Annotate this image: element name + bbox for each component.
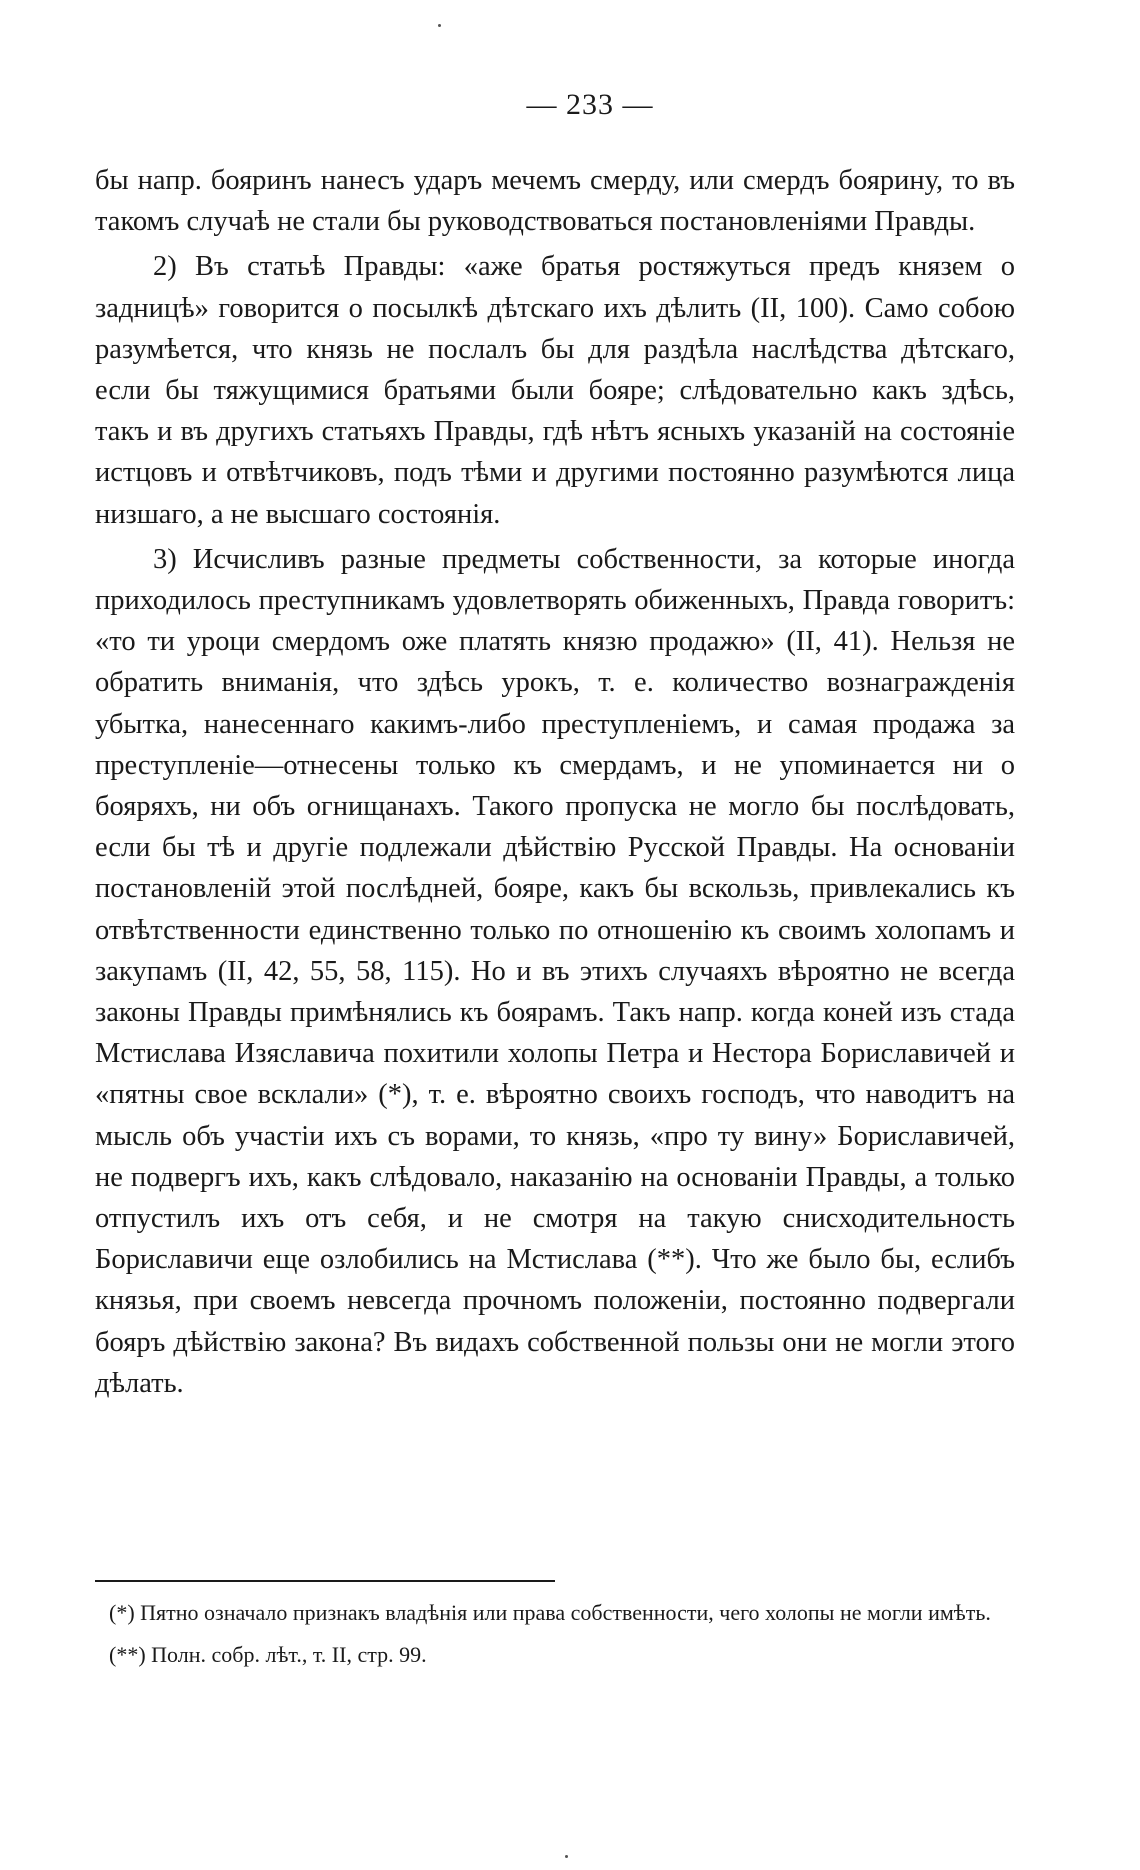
print-speck (438, 24, 441, 27)
print-speck (565, 1855, 568, 1858)
main-text (95, 160, 1015, 1404)
page-number: — 233 — (526, 88, 654, 121)
paragraph-continuation: бы напр. бояринъ нанесъ ударъ мечемъ смерду, или смердъ боярину, то въ такомъ случаѣ не стали бы руководствоваться постановленіями Правды. (95, 165, 1015, 238)
paragraph-2: 2) Въ статьѣ Правды: «аже братья ростяжуться предъ князем о задницѣ» говорится о посылкѣ дѣтскаго ихъ дѣлить (II, 100). Само собою разумѣется, что князь не послалъ бы для раздѣла наслѣдства дѣтскаго, если бы тяжущимися братьями были бояре; слѣдовательно какъ здѣсь, такъ и въ другихъ статьяхъ Правды, гдѣ нѣтъ ясныхъ указаній на состояніе истцовъ и отвѣтчиковъ, подъ тѣми и другими постоянно разумѣются лица низшаго, а не высшаго состоянія. (95, 251, 1015, 530)
footnote-2: (**) Полн. собр. лѣт., т. II, стр. 99. (109, 1642, 427, 1667)
paragraph-3: 3) Исчисливъ разные предметы собственности, за которые иногда приходилось преступникамъ удовлетворять обиженныхъ, Правда говоритъ: «то ти уроци смердомъ оже платять князю продажю» (II, 41). Нельзя не обратить вниманія, что здѣсь урокъ, т. е. количество вознагражденія убытка, нанесеннаго какимъ-либо преступленіемъ, и самая продажа за преступленіе—отнесены только къ смердамъ, и не упоминается ни о бояряхъ, ни объ огнищанахъ. Такого пропуска не могло бы послѣдовать, если бы тѣ и другіе подлежали дѣйствію Русской Правды. На основаніи постановленій этой послѣдней, бояре, какъ бы вскользь, привлекались къ отвѣтственности единственно только по отношенію къ своимъ холопамъ и закупамъ (II, 42, 55, 58, 115). Но и въ этихъ случаяхъ вѣроятно не всегда законы Правды примѣнялись къ боярамъ. Такъ напр. когда коней изъ стада Мстислава Изяславича похитили холопы Петра и Нестора Бориславичей и «пятны свое всклали» (*), т. е. вѣроятно своихъ господъ, что наводитъ на мысль объ участіи ихъ съ ворами, то князь, «про ту вину» Бориславичей, не подвергъ ихъ, какъ слѣдовало, наказанію на основаніи Правды, а только отпустилъ ихъ отъ себя, и не смотря на такую снисходительность Бориславичи еще озлобились на Мстислава (**). Что же было бы, еслибъ князья, при своемъ невсегда прочномъ положеніи, постоянно подвергали бояръ дѣйствію закона? Въ видахъ собственной пользы они не могли этого дѣлать. (95, 543, 1015, 1399)
footnote-divider (95, 1580, 555, 1582)
footnotes (95, 1595, 1015, 1673)
footnote-1: (*) Пятно означало признакъ владѣнія или права собственности, чего холопы не могли имѣть. (109, 1600, 991, 1625)
